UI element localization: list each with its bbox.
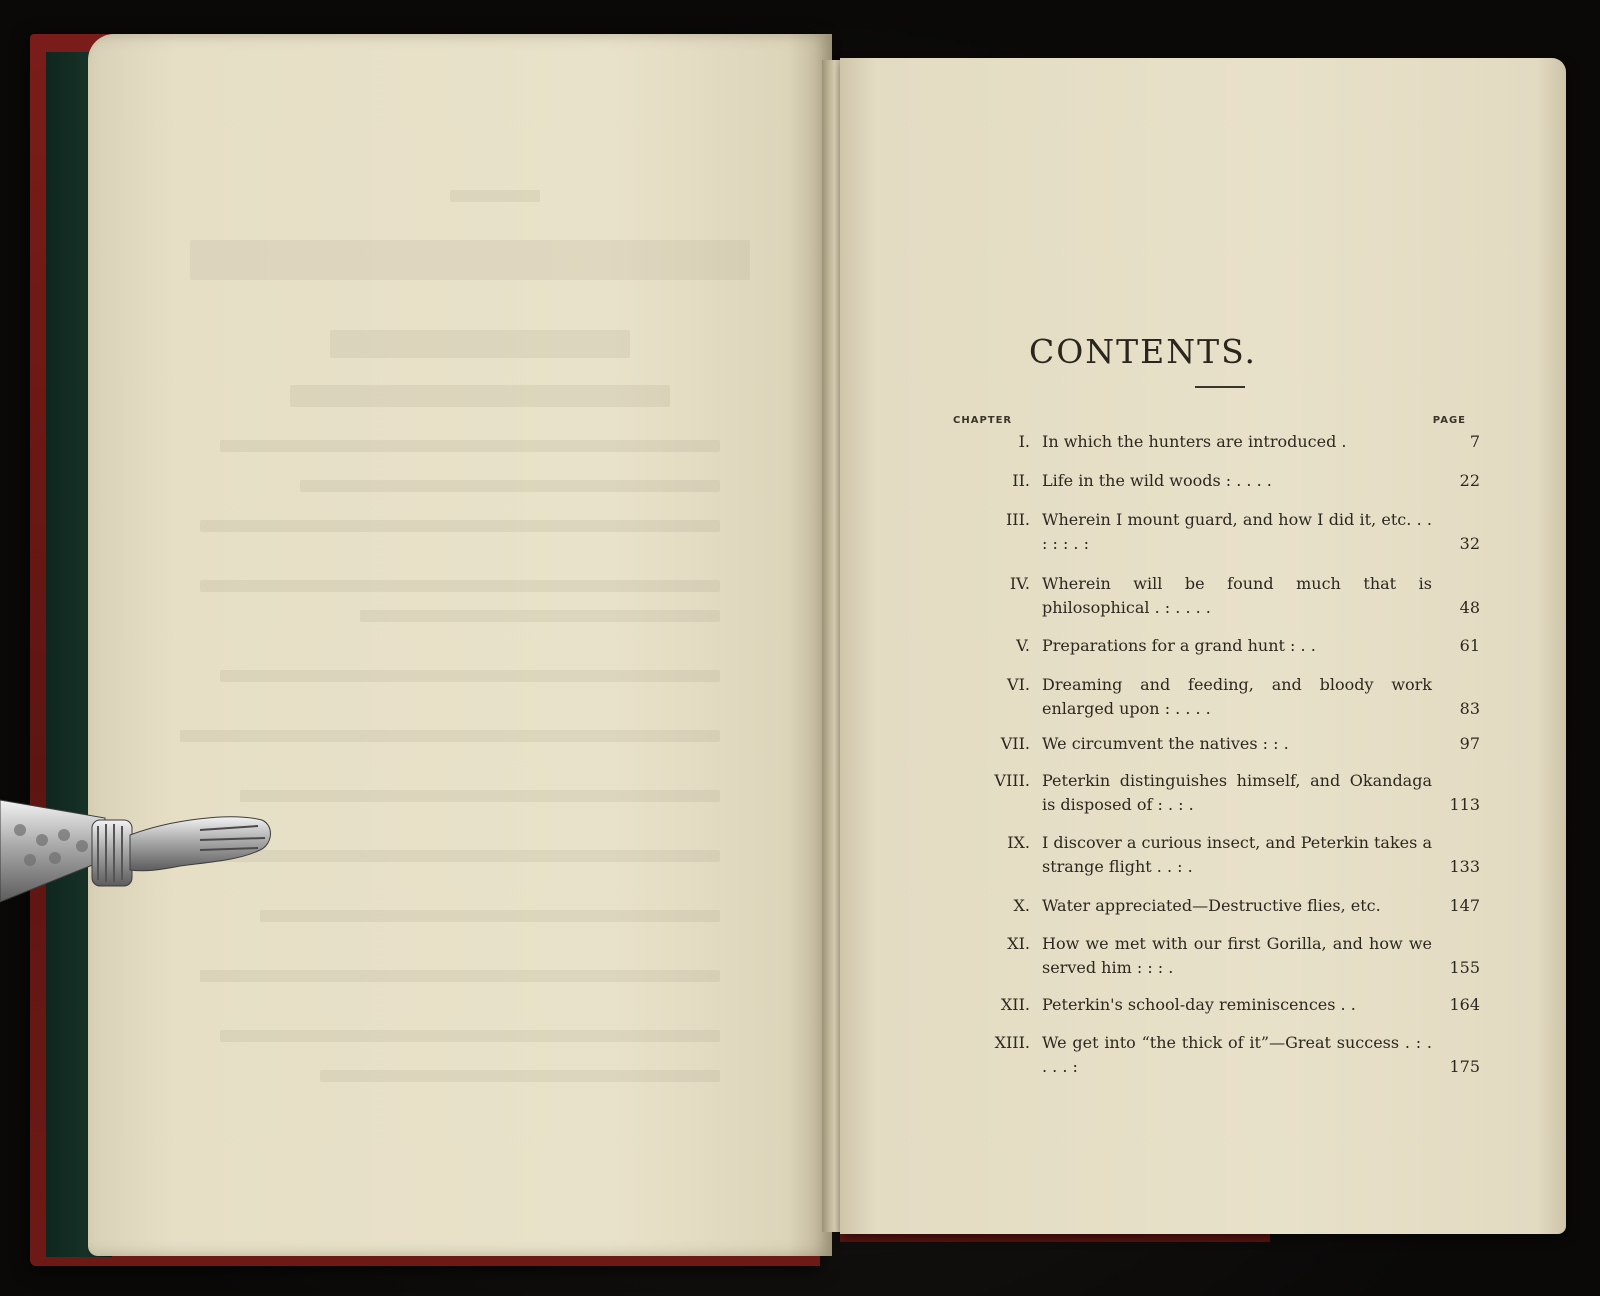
page-number: 22: [1459, 471, 1480, 490]
chapter-number: XIII.: [994, 1033, 1030, 1052]
show-through-text: [140, 150, 780, 1110]
chapter-title: In which the hunters are introduced .: [1042, 432, 1347, 451]
page-number: 155: [1449, 958, 1480, 977]
page-number: 83: [1459, 699, 1480, 718]
chapter-number: VIII.: [994, 771, 1030, 790]
chapter-number: V.: [1016, 636, 1030, 655]
chapter-number: XI.: [1007, 934, 1030, 953]
chapter-number: II.: [1012, 471, 1030, 490]
page-number: 147: [1449, 896, 1480, 915]
page-number: 7: [1469, 432, 1480, 451]
page-number: 133: [1449, 857, 1480, 876]
chapter-title: Peterkin's school-day reminiscences . .: [1042, 995, 1356, 1014]
chapter-title: Preparations for a grand hunt : . .: [1042, 636, 1316, 655]
chapter-number: XII.: [1000, 995, 1030, 1014]
page-number: 113: [1449, 795, 1480, 814]
chapter-title: Wherein will be found much that is philosophical . : . . . .: [1042, 574, 1432, 617]
chapter-number: III.: [1005, 510, 1030, 529]
chapter-title: We get into “the thick of it”—Great success . : . . . . :: [1042, 1033, 1432, 1076]
chapter-column-header: CHAPTER: [953, 415, 1013, 426]
page-number: 48: [1459, 598, 1480, 617]
chapter-title: I discover a curious insect, and Peterkin takes a strange flight . . : .: [1042, 833, 1432, 876]
page-number: 164: [1449, 995, 1480, 1014]
chapter-number: I.: [1018, 432, 1030, 451]
contents-title: CONTENTS.: [1028, 332, 1258, 371]
right-page: [840, 58, 1566, 1234]
chapter-number: IV.: [1009, 574, 1030, 593]
page-number: 97: [1459, 734, 1480, 753]
page-number: 61: [1459, 636, 1480, 655]
chapter-title: Peterkin distinguishes himself, and Okandaga is disposed of : . : .: [1042, 771, 1432, 814]
page-number: 32: [1459, 534, 1480, 553]
chapter-title: How we met with our first Gorilla, and how we served him : : : .: [1042, 934, 1432, 977]
chapter-title: We circumvent the natives : : .: [1042, 734, 1289, 753]
chapter-title: Wherein I mount guard, and how I did it, etc. . . : : : . :: [1042, 510, 1432, 553]
chapter-number: IX.: [1007, 833, 1030, 852]
title-rule: [1195, 386, 1245, 388]
chapter-number: VII.: [1000, 734, 1030, 753]
chapter-title: Life in the wild woods : . . . .: [1042, 471, 1272, 490]
silver-page-clip-icon: [0, 790, 280, 910]
chapter-title: Water appreciated—Destructive flies, etc.: [1042, 896, 1381, 915]
chapter-number: VI.: [1007, 675, 1030, 694]
page-number: 175: [1449, 1057, 1480, 1076]
chapter-title: Dreaming and feeding, and bloody work enlarged upon : . . . .: [1042, 675, 1432, 718]
page-column-header: PAGE: [1432, 415, 1466, 426]
chapter-number: X.: [1013, 896, 1030, 915]
